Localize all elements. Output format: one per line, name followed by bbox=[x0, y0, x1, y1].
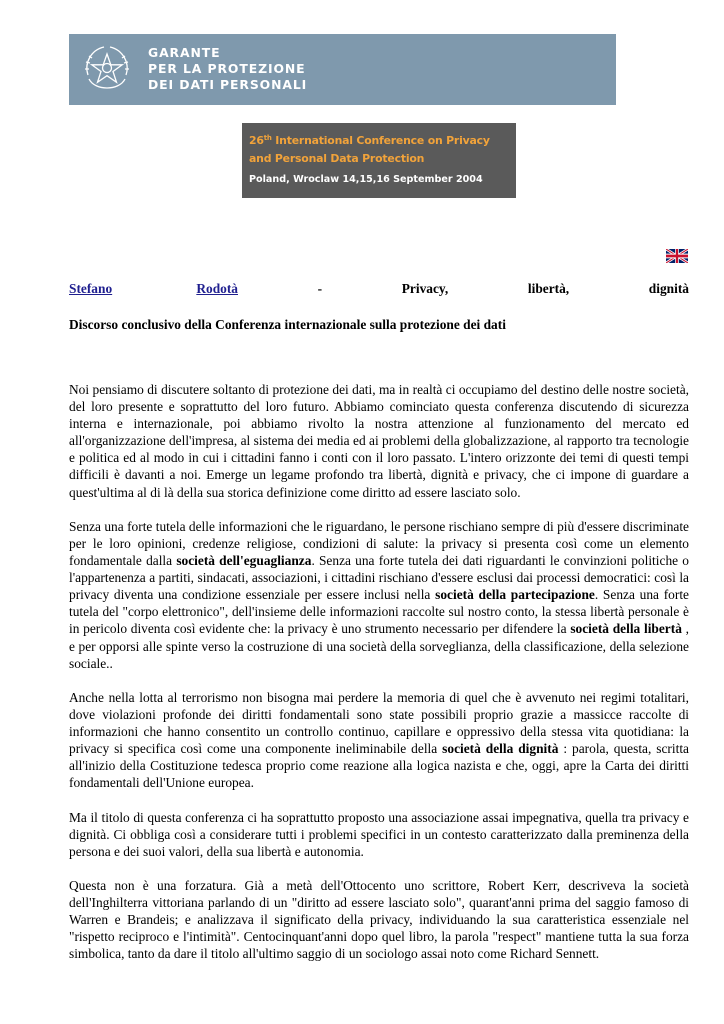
author-link[interactable] bbox=[69, 281, 238, 299]
emphasized-phrase: società della dignità bbox=[442, 741, 559, 757]
article-paragraph bbox=[69, 809, 689, 860]
paragraph-text: Noi pensiamo di discutere soltanto di protezione dei dati, ma in realtà ci occupiamo del destino delle nostre società, del loro presente e soprattutto del loro futuro. Abbiamo cominciato questa conferenza discutendo di sicurezza interna e internazionale, poi abbiamo rivolto la nostra attenzione al funzionamento del mercato ed all'organizzazione dell'impresa, al sistema dei media ed ai problemi della globalizzazione, al rapporto tra tecnologie e politica ed al modo in cui i cittadini fanno i conti con il loro passato. L'intero orizzonte dei temi di questi tempi difficili è davanti a noi. Emerge un legame profondo tra libertà, dignità e privacy, che ci impone di guardare a quest'ultima al di là della sua storica definizione come diritto ad essere lasciato solo. bbox=[69, 382, 689, 500]
italian-republic-emblem-icon bbox=[79, 41, 135, 97]
article-paragraph bbox=[69, 381, 689, 501]
garante-header-title bbox=[148, 45, 307, 93]
paragraph-text: Anche nella lotta al terrorismo non bisogna mai perdere la memoria di quel che è avvenuto nei regimi totalitari, dove violazioni profonde dei diritti fondamentali sono state possibili proprio grazie a massicce raccolte di informazioni che hanno consentito un controllo continuo, capillare e oppressivo della stessa vita quotidiana: la privacy si specifica così come una componente ineliminabile della bbox=[69, 689, 689, 757]
header-title-line-2: PER LA PROTEZIONE bbox=[148, 61, 306, 76]
title-word: Privacy, bbox=[401, 281, 449, 296]
emphasized-phrase: società della partecipazione bbox=[435, 587, 595, 603]
paragraph-text: . Senza una forte tutela del "corpo elettronico", dell'insieme delle informazioni raccolte sul nostro conto, la stessa libertà personale è in pericolo diventa così evidente che: la privacy è uno strumento necessario per difendere la bbox=[69, 587, 689, 637]
conference-title-line-2: and Personal Data Protection bbox=[249, 152, 425, 165]
uk-flag-icon[interactable] bbox=[666, 249, 688, 263]
conference-banner bbox=[242, 123, 516, 198]
article-title-line bbox=[69, 281, 689, 299]
article-paragraph bbox=[69, 877, 689, 962]
paragraph-text: Senza una forte tutela delle informazioni che le riguardano, le persone rischiano sempre di più d'essere discriminate per le loro opinioni, credenze religiose, condizioni di salute: la privacy si presenta così come un elemento fondamentale dalla bbox=[69, 518, 689, 569]
article-body bbox=[69, 381, 689, 980]
paragraph-text: , e per opporsi alle spinte verso la costruzione di una società della sorveglianza, della classificazione, della selezione sociale.. bbox=[69, 621, 689, 671]
paragraph-text: : parola, questa, scritta all'inizio della Costituzione tedesca proprio come reazione alla logica nazista e che, oggi, apre la Carta dei diritti fondamentali dell'Unione europea. bbox=[69, 741, 689, 791]
conference-title-rest: International Conference on Privacy bbox=[271, 134, 490, 147]
article-subtitle: Discorso conclusivo della Conferenza internazionale sulla protezione dei dati bbox=[69, 317, 506, 332]
title-dash: - bbox=[317, 281, 323, 296]
author-first-name[interactable]: Stefano bbox=[69, 281, 113, 296]
header-title-line-3: DEI DATI PERSONALI bbox=[148, 77, 308, 92]
garante-header-banner bbox=[69, 34, 616, 105]
conference-title-line-1 bbox=[249, 134, 490, 147]
article-paragraph bbox=[69, 689, 689, 792]
conference-number: 26 bbox=[249, 134, 264, 147]
header-title-line-1: GARANTE bbox=[148, 45, 221, 60]
author-last-name[interactable]: Rodotà bbox=[196, 281, 238, 296]
conference-number-suffix: th bbox=[263, 134, 272, 142]
emphasized-phrase: società dell'eguaglianza bbox=[176, 553, 312, 569]
conference-location-date: Poland, Wroclaw 14,15,16 September 2004 bbox=[249, 174, 483, 185]
paragraph-text: Questa non è una forzatura. Già a metà dell'Ottocento uno scrittore, Robert Kerr, descriveva la società dell'Inghilterra vittoriana parlando di un "diritto ad essere lasciato solo", quarant'anni prima del saggio famoso di Warren e Brandeis; e analizzava il significato della privacy, individuando la sua caratteristica essenziale nel "rispetto reciproco e l'intimità". Centocinquant'anni dopo quel libro, la parola "respect" mantiene tutta la sua forza simbolica, tanto da dare il titolo all'ultimo saggio di un sociologo assai noto come Richard Sennett. bbox=[69, 878, 689, 962]
article-paragraph bbox=[69, 518, 689, 672]
paragraph-text: Ma il titolo di questa conferenza ci ha soprattutto proposto una associazione assai impegnativa, quella tra privacy e dignità. Ci obbliga così a considerare tutti i problemi specifici in un contesto caratterizzato dalla preminenza della persona e dei suoi valori, della sua libertà e autonomia. bbox=[69, 809, 689, 859]
title-word: dignità bbox=[648, 281, 689, 296]
emphasized-phrase: società della libertà bbox=[570, 621, 682, 637]
title-word: libertà, bbox=[527, 281, 570, 296]
paragraph-text: . Senza una forte tutela dei dati riguardanti le convinzioni politiche o l'appartenenza a partiti, sindacati, associazioni, i cittadini rischiano d'essere esclusi dai processi democratici: così la privacy diventa una condizione essenziale per essere inclusi nella bbox=[69, 553, 689, 603]
